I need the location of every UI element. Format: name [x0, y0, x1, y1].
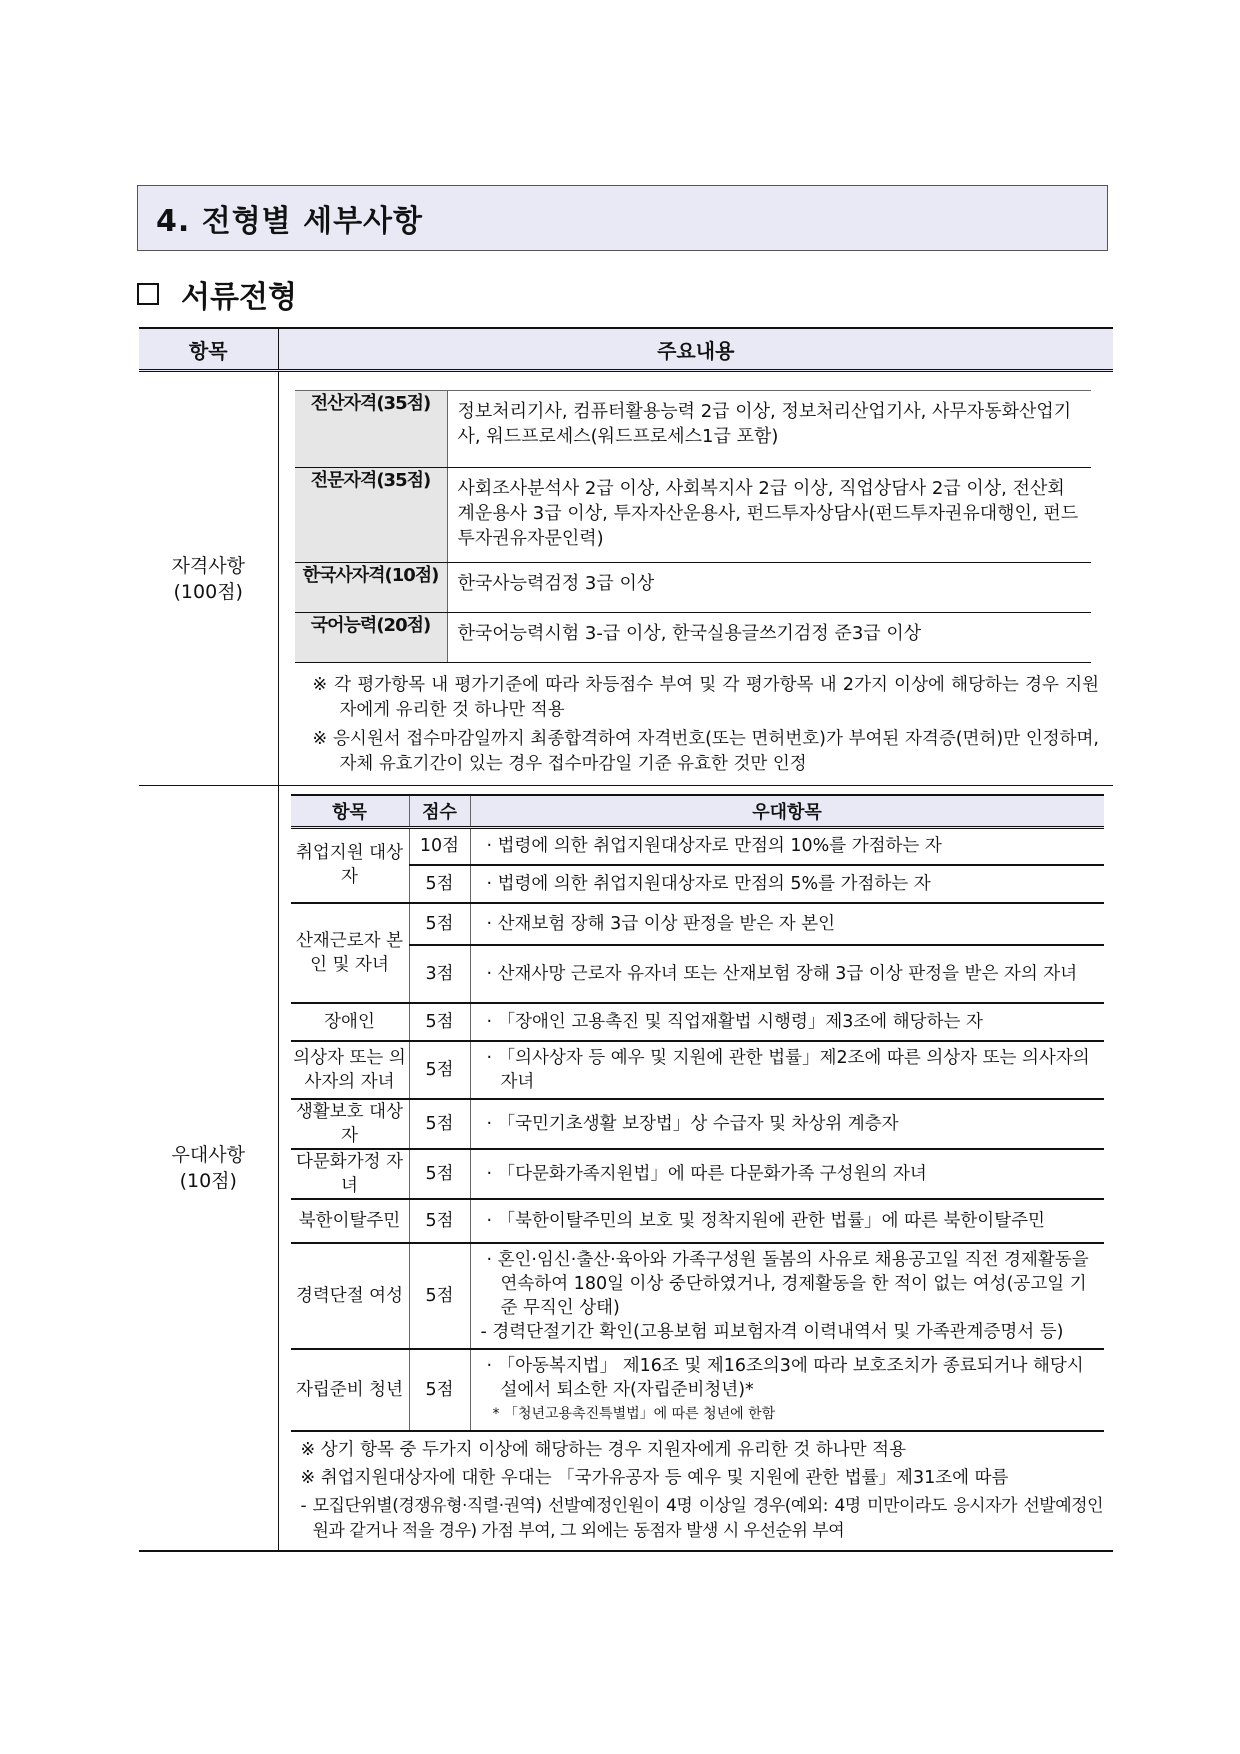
preference-label: 우대사항 (10점): [139, 786, 278, 1551]
pref-row: [291, 1243, 1104, 1349]
qualification-content: [278, 371, 1113, 786]
pref-desc: · 「아동복지법」 제16조 및 제16조의3에 따라 보호조치가 종료되거나 해당시설에서 퇴소한 자(자립준비청년)* * 「청년고용촉진특별법」에 따른 청년에 한함: [470, 1349, 1104, 1431]
qual-note: ※ 각 평가항목 내 평가기준에 따라 차등점수 부여 및 각 평가항목 내 2가지 이상에 해당하는 경우 지원자에게 유리한 것 하나만 적용: [312, 675, 1099, 720]
pref-desc: · 「의사상자 등 예우 및 지원에 관한 법률」제2조에 따른 의상자 또는 의사자의 자녀: [470, 1041, 1104, 1099]
pref-row: [291, 1199, 1104, 1243]
pref-item: 다문화가정 자녀: [291, 1149, 410, 1199]
pref-item: 자립준비 청년: [291, 1349, 410, 1431]
pref-item: 북한이탈주민: [291, 1199, 410, 1243]
pref-row: [291, 945, 1104, 1003]
pref-desc: · 산재보험 장해 3급 이상 판정을 받은 자 본인: [470, 903, 1104, 945]
pref-score: 10점: [409, 828, 470, 865]
pref-row: [291, 1349, 1104, 1431]
pref-header-desc: 우대항목: [470, 795, 1104, 828]
pref-item: 장애인: [291, 1003, 410, 1041]
pref-note: - 모집단위별(경쟁유형·직렬·권역) 선발예정인원이 4명 이상일 경우(예외: 4명 미만이라도 응시자가 선발예정인원과 같거나 적을 경우) 가점 부여, 그 외에는 동점자 발생 시 우선순위 부여: [300, 1495, 1103, 1541]
pref-desc: · 「장애인 고용촉진 및 직업재활법 시행령」제3조에 해당하는 자: [470, 1003, 1104, 1041]
pref-row: [291, 903, 1104, 945]
pref-row: [291, 1041, 1104, 1099]
qualification-notes: [313, 673, 1100, 777]
pref-desc: · 법령에 의한 취업지원대상자로 만점의 5%를 가점하는 자: [470, 865, 1104, 903]
pref-desc: · 「다문화가족지원법」에 따른 다문화가족 구성원의 자녀: [470, 1149, 1104, 1199]
qual-row: [295, 563, 1091, 613]
qual-note: ※ 응시원서 접수마감일까지 최종합격하여 자격번호(또는 면허번호)가 부여된 자격증(면허)만 인정하며, 자체 유효기간이 있는 경우 접수마감일 기준 유효한 것만 인정: [312, 729, 1099, 774]
pref-item: 산재근로자 본인 및 자녀: [291, 903, 410, 1003]
pref-desc: · 법령에 의한 취업지원대상자로 만점의 10%를 가점하는 자: [470, 828, 1104, 865]
pref-score: 5점: [409, 1199, 470, 1243]
pref-item: 의상자 또는 의사자의 자녀: [291, 1041, 410, 1099]
pref-item: 생활보호 대상자: [291, 1099, 410, 1149]
qual-row: [295, 468, 1091, 563]
pref-note: ※ 취업지원대상자에 대한 우대는 「국가유공자 등 예우 및 지원에 관한 법률」제31조에 따름: [300, 1467, 1009, 1488]
pref-score: 5점: [409, 903, 470, 945]
qual-name: 국어능력(20점): [295, 613, 448, 663]
pref-header-item: 항목: [291, 795, 410, 828]
pref-item: 경력단절 여성: [291, 1243, 410, 1349]
preference-content: [278, 786, 1113, 1551]
qual-name: 전문자격(35점): [295, 468, 448, 563]
main-table-header: [139, 328, 1113, 371]
pref-score: 5점: [409, 1243, 470, 1349]
pref-row: [291, 1099, 1104, 1149]
qual-desc: 정보처리기사, 컴퓨터활용능력 2급 이상, 정보처리산업기사, 사무자동화산업기사, 워드프로세스(워드프로세스1급 포함): [447, 391, 1091, 468]
qual-row: [295, 613, 1091, 663]
pref-row: [291, 1149, 1104, 1199]
checkbox-square-icon: [137, 283, 159, 305]
pref-row: [291, 828, 1104, 865]
qualification-row: [139, 371, 1113, 786]
qualification-table: [295, 390, 1091, 663]
pref-score: 3점: [409, 945, 470, 1003]
section-title: [137, 185, 1108, 251]
qual-desc: 사회조사분석사 2급 이상, 사회복지사 2급 이상, 직업상담사 2급 이상, 전산회계운용사 3급 이상, 투자자산운용사, 펀드투자상담사(펀드투자권유대행인, 펀드투자권유자문인력): [447, 468, 1091, 563]
pref-desc: · 「국민기초생활 보장법」상 수급자 및 차상위 계층자: [470, 1099, 1104, 1149]
section-title-text: 4. 전형별 세부사항: [156, 204, 424, 239]
pref-desc: · 산재사망 근로자 유자녀 또는 산재보험 장해 3급 이상 판정을 받은 자의 자녀: [470, 945, 1104, 1003]
qualification-label: 자격사항 (100점): [139, 371, 278, 786]
qual-desc: 한국어능력시험 3-급 이상, 한국실용글쓰기검정 준3급 이상: [447, 613, 1091, 663]
header-item: 항목: [139, 328, 278, 371]
pref-score: 5점: [409, 1041, 470, 1099]
pref-score: 5점: [409, 1349, 470, 1431]
qual-name: 전산자격(35점): [295, 391, 448, 468]
subsection-heading: [137, 272, 297, 316]
header-content: 주요내용: [278, 328, 1113, 371]
pref-header: [291, 795, 1104, 828]
pref-score: 5점: [409, 1003, 470, 1041]
preference-row: [139, 786, 1113, 1551]
pref-desc: · 「북한이탈주민의 보호 및 정착지원에 관한 법률」에 따른 북한이탈주민: [470, 1199, 1104, 1243]
qual-desc: 한국사능력검정 3급 이상: [447, 563, 1091, 613]
preference-table: [291, 794, 1104, 1432]
pref-score: 5점: [409, 1099, 470, 1149]
pref-header-score: 점수: [409, 795, 470, 828]
qual-name: 한국사자격(10점): [295, 563, 448, 613]
pref-score: 5점: [409, 1149, 470, 1199]
qual-row: [295, 391, 1091, 468]
pref-row: [291, 1003, 1104, 1041]
pref-row: [291, 865, 1104, 903]
pref-desc: · 혼인·임신·출산·육아와 가족구성원 돌봄의 사유로 채용공고일 직전 경제활동을 연속하여 180일 이상 중단하였거나, 경제활동을 한 적이 없는 여성(공고일 기준 무직인 상태) - 경력단절기간 확인(고용보험 피보험자격 이력내역서 및 가족관계증명서 등): [470, 1243, 1104, 1349]
pref-item: 취업지원 대상자: [291, 828, 410, 903]
preference-notes: [301, 1438, 1104, 1544]
subsection-title: 서류전형: [181, 280, 297, 315]
pref-note: ※ 상기 항목 중 두가지 이상에 해당하는 경우 지원자에게 유리한 것 하나만 적용: [300, 1439, 906, 1460]
pref-score: 5점: [409, 865, 470, 903]
screening-table: [139, 327, 1113, 1552]
